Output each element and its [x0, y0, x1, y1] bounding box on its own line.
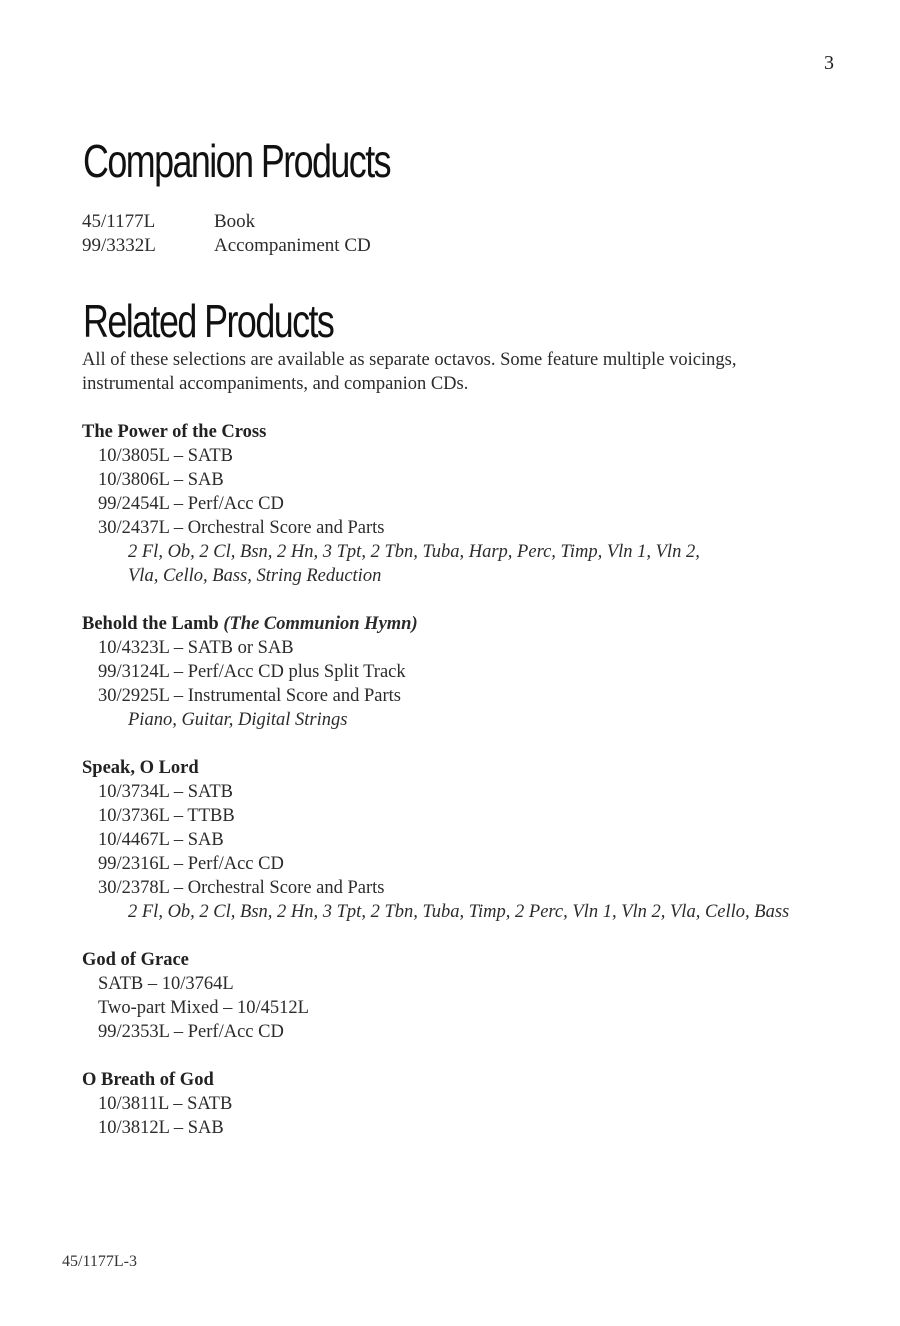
product-item: 10/3734L – SATB [98, 782, 233, 802]
product-instrumentation: Vla, Cello, Bass, String Reduction [128, 566, 382, 586]
page-number: 3 [824, 52, 834, 74]
product-item: 99/2316L – Perf/Acc CD [98, 854, 284, 874]
product-item: 10/3812L – SAB [98, 1118, 224, 1138]
product-o-breath-of-god [82, 1068, 862, 1140]
product-power-of-the-cross [82, 420, 862, 588]
product-instrumentation: 2 Fl, Ob, 2 Cl, Bsn, 2 Hn, 3 Tpt, 2 Tbn, Tuba, Harp, Perc, Timp, Vln 1, Vln 2, [128, 542, 700, 562]
related-products-intro: All of these selections are available as separate octavos. Some feature multiple voicings, instrumental accompaniments, and companion CDs. [82, 350, 737, 394]
companion-item-label: Accompaniment CD [214, 235, 371, 256]
product-god-of-grace [82, 948, 862, 1044]
companion-item [82, 234, 371, 258]
product-title-line [82, 1068, 862, 1092]
product-item: Two-part Mixed – 10/4512L [98, 998, 309, 1018]
product-title-line [82, 756, 862, 780]
product-behold-the-lamb [82, 612, 862, 732]
product-item: 30/2925L – Instrumental Score and Parts [98, 686, 401, 706]
product-item: 10/4323L – SATB or SAB [98, 638, 294, 658]
related-products-heading: Related Products [83, 295, 334, 347]
related-products-list [82, 420, 862, 1164]
product-instrumentation: Piano, Guitar, Digital Strings [128, 710, 348, 730]
companion-products-list [82, 210, 371, 258]
product-item: SATB – 10/3764L [98, 974, 234, 994]
product-title: God of Grace [82, 950, 189, 970]
companion-item [82, 210, 371, 234]
product-item: 10/3736L – TTBB [98, 806, 235, 826]
product-item: 10/3806L – SAB [98, 470, 224, 490]
product-title-line [82, 948, 862, 972]
product-item: 99/2353L – Perf/Acc CD [98, 1022, 284, 1042]
product-item: 10/3811L – SATB [98, 1094, 233, 1114]
companion-item-code: 45/1177L [82, 211, 156, 232]
companion-products-heading: Companion Products [83, 135, 390, 187]
companion-item-label: Book [214, 211, 256, 232]
product-item: 10/4467L – SAB [98, 830, 224, 850]
product-title: Behold the Lamb [82, 614, 219, 634]
product-item: 30/2378L – Orchestral Score and Parts [98, 878, 385, 898]
product-item: 99/2454L – Perf/Acc CD [98, 494, 284, 514]
product-title: O Breath of God [82, 1070, 214, 1090]
product-item: 10/3805L – SATB [98, 446, 233, 466]
product-item: 99/3124L – Perf/Acc CD plus Split Track [98, 662, 406, 682]
product-title-line [82, 612, 862, 636]
product-instrumentation: 2 Fl, Ob, 2 Cl, Bsn, 2 Hn, 3 Tpt, 2 Tbn, Tuba, Timp, 2 Perc, Vln 1, Vln 2, Vla, Cello, Bass [128, 902, 790, 922]
product-title: The Power of the Cross [82, 422, 267, 442]
companion-item-code: 99/3332L [82, 235, 156, 256]
product-title-line [82, 420, 862, 444]
product-speak-o-lord [82, 756, 862, 924]
product-item: 30/2437L – Orchestral Score and Parts [98, 518, 385, 538]
product-subtitle: (The Communion Hymn) [223, 614, 418, 634]
footer-catalog-code: 45/1177L-3 [62, 1253, 137, 1270]
product-title: Speak, O Lord [82, 758, 199, 778]
